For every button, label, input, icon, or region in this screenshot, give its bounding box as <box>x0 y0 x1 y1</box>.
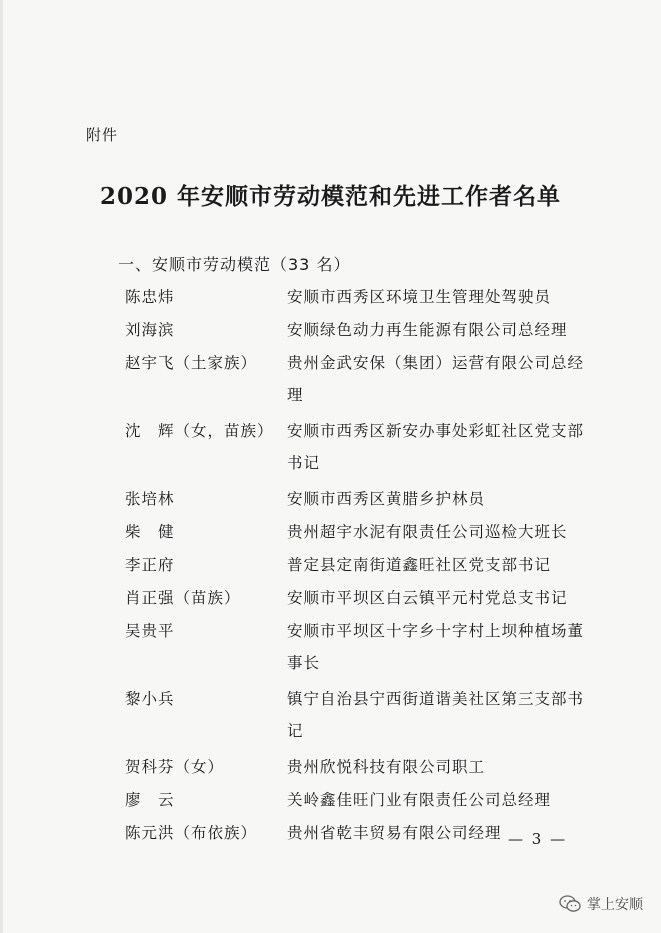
list-item <box>125 618 595 679</box>
honoree-unit: 安顺市西秀区黄腊乡护林员 <box>287 490 486 508</box>
section-heading: 一、安顺市劳动模范（33 名） <box>118 255 351 274</box>
honoree-name: 张培林 <box>125 490 175 508</box>
honoree-unit: 安顺绿色动力再生能源有限公司总经理 <box>287 321 568 339</box>
honoree-name: 沈 辉（女，苗族） <box>125 422 274 440</box>
honoree-name: 廖 云 <box>125 791 175 809</box>
list-item <box>125 754 595 780</box>
honoree-name: 李正府 <box>125 556 175 574</box>
honoree-list <box>125 284 595 853</box>
honoree-name: 吴贵平 <box>125 622 175 640</box>
honoree-unit: 贵州省乾丰贸易有限公司经理 <box>287 824 502 842</box>
watermark-text: 掌上安顺 <box>587 897 643 913</box>
honoree-unit: 贵州欣悦科技有限公司职工 <box>287 758 486 776</box>
list-item <box>125 418 595 479</box>
list-item <box>125 350 595 411</box>
page-edge <box>0 0 3 933</box>
list-item <box>125 686 595 747</box>
list-item <box>125 787 595 813</box>
honoree-name: 刘海滨 <box>125 321 175 339</box>
page-number: — 3 — <box>508 830 568 848</box>
list-item <box>125 585 595 611</box>
honoree-unit: 镇宁自治县宁西街道谐美社区第三支部书记 <box>287 690 585 740</box>
honoree-name: 柴 健 <box>125 523 175 541</box>
list-item <box>125 552 595 578</box>
wechat-icon <box>559 895 581 913</box>
honoree-unit: 安顺市西秀区环境卫生管理处驾驶员 <box>287 288 552 306</box>
honoree-name: 肖正强（苗族） <box>125 589 241 607</box>
honoree-unit: 普定县定南街道鑫旺社区党支部书记 <box>287 556 552 574</box>
honoree-unit: 关岭鑫佳旺门业有限责任公司总经理 <box>287 791 552 809</box>
honoree-unit: 安顺市平坝区十字乡十字村上坝种植场董事长 <box>287 622 585 672</box>
list-item <box>125 519 595 545</box>
honoree-unit: 安顺市西秀区新安办事处彩虹社区党支部书记 <box>287 422 585 472</box>
honoree-unit: 贵州超宇水泥有限责任公司巡检大班长 <box>287 523 568 541</box>
watermark <box>559 894 643 914</box>
list-item <box>125 284 595 310</box>
honoree-name: 贺科芬（女） <box>125 758 225 776</box>
honoree-unit: 安顺市平坝区白云镇平元村党总支书记 <box>287 589 568 607</box>
page-title: 2020 年安顺市劳动模范和先进工作者名单 <box>99 183 562 210</box>
honoree-name: 陈忠炜 <box>125 288 175 306</box>
attachment-label: 附件 <box>86 126 119 144</box>
honoree-unit: 贵州金武安保（集团）运营有限公司总经理 <box>287 354 585 404</box>
list-item <box>125 317 595 343</box>
list-item <box>125 486 595 512</box>
honoree-name: 赵宇飞（土家族） <box>125 354 258 372</box>
honoree-name: 黎小兵 <box>125 690 175 708</box>
honoree-name: 陈元洪（布依族） <box>125 824 258 842</box>
